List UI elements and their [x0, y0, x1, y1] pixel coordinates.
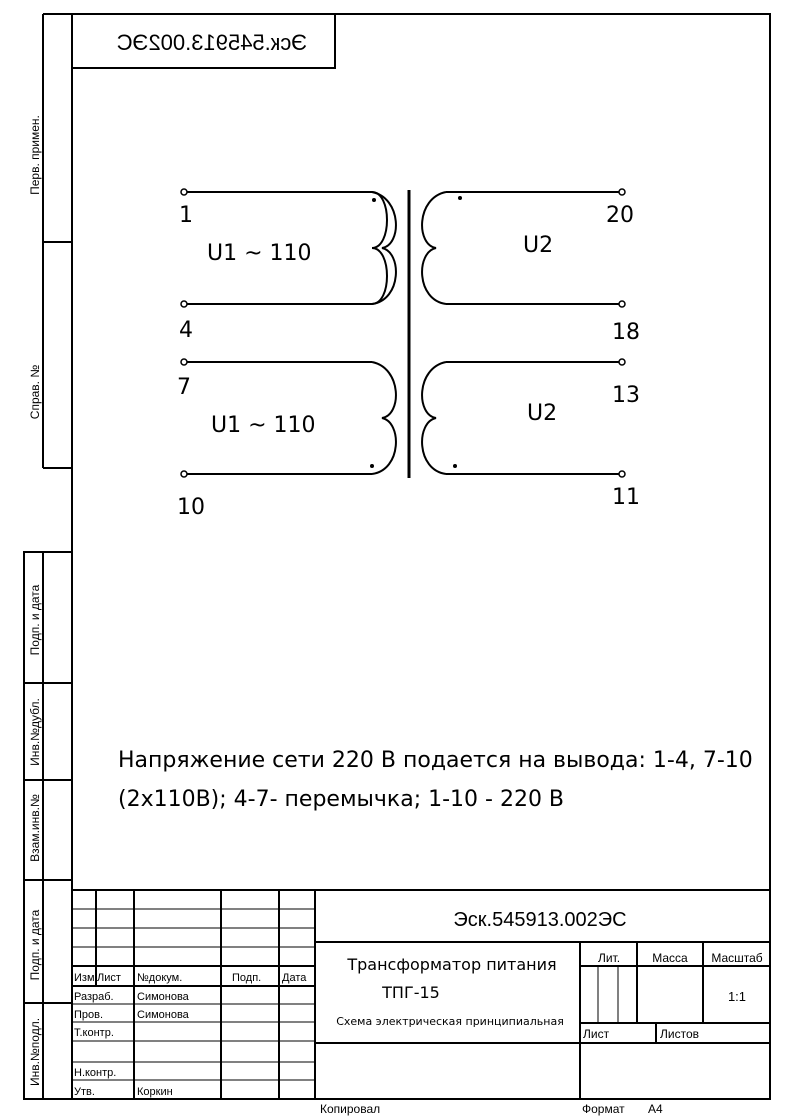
terminal-10	[181, 471, 187, 477]
dot-marker	[370, 464, 374, 468]
pin-1-label: 1	[179, 203, 193, 228]
pin-10-label: 10	[177, 495, 205, 520]
winding-bottom-right-label: U2	[527, 401, 558, 426]
doc-code-mirrored: Эск.545913.002ЭС	[116, 30, 308, 55]
header-podp: Подп.	[232, 972, 262, 984]
doc-code: Эск.545913.002ЭС	[453, 909, 627, 931]
frame	[24, 14, 770, 1099]
header-ndokum: №докум.	[137, 972, 183, 984]
list-label: Лист	[583, 1027, 610, 1041]
row-utv-label: Утв.	[74, 1086, 95, 1098]
row-nkontr-label: Н.контр.	[74, 1067, 117, 1079]
terminal-7	[181, 359, 187, 365]
perv-primen-label: Перв. примен.	[28, 115, 42, 195]
inv-podl-label: Инв.№подл.	[28, 1017, 42, 1087]
pin-4-label: 4	[179, 318, 193, 343]
row-tkontr-label: Т.контр.	[74, 1027, 114, 1039]
row-prov-label: Пров.	[74, 1009, 104, 1021]
terminal-4	[181, 301, 187, 307]
inv-dubl-label: Инв.№дубл.	[28, 698, 42, 766]
winding-top-right-label: U2	[523, 233, 554, 258]
podp-data-top-label: Подп. и дата	[28, 584, 42, 656]
terminal-11	[619, 471, 625, 477]
pin-11-label: 11	[612, 485, 640, 510]
vzam-inv-label: Взам.инв.№	[28, 794, 42, 862]
format-label: Формат	[582, 1102, 625, 1116]
dot-marker	[453, 464, 457, 468]
header-data: Дата	[282, 972, 307, 984]
copied-label: Копировал	[320, 1102, 381, 1116]
terminal-18	[619, 301, 625, 307]
dot-marker	[372, 198, 376, 202]
row-razrab-label: Разраб.	[74, 991, 114, 1003]
massa-label: Масса	[652, 951, 688, 965]
terminal-20	[619, 189, 625, 195]
pin-20-label: 20	[606, 203, 634, 228]
title-line-2: ТПГ-15	[382, 983, 440, 1002]
format-value: А4	[648, 1102, 663, 1116]
header-izm: Изм	[74, 972, 95, 984]
pin-7-label: 7	[177, 375, 191, 400]
note-line-2: (2х110В); 4-7- перемычка; 1-10 - 220 В	[118, 787, 565, 812]
row-utv-name: Коркин	[137, 1086, 173, 1098]
podp-data-bottom-label: Подп. и дата	[28, 909, 42, 981]
title-line-1: Трансформатор питания	[347, 955, 557, 974]
pin-13-label: 13	[612, 383, 640, 408]
terminal-1	[181, 189, 187, 195]
lit-label: Лит.	[597, 951, 621, 965]
winding-bottom-left-label: U1 ~ 110	[211, 413, 316, 438]
dot-marker	[458, 196, 462, 200]
terminal-13	[619, 359, 625, 365]
title-line-3: Схема электрическая принципиальная	[336, 1015, 564, 1028]
note-line-1: Напряжение сети 220 В подается на вывода: 1-4, 7-10	[118, 748, 753, 773]
scale-value: 1:1	[727, 989, 747, 1004]
winding-top-left-label: U1 ~ 110	[207, 241, 312, 266]
header-list: Лист	[97, 972, 121, 984]
listov-label: Листов	[660, 1027, 699, 1041]
masshtab-label: Масштаб	[711, 951, 763, 965]
row-razrab-name: Симонова	[137, 991, 189, 1003]
pin-18-label: 18	[612, 320, 640, 345]
sprav-no-label: Справ. №	[28, 364, 42, 420]
row-prov-name: Симонова	[137, 1009, 189, 1021]
